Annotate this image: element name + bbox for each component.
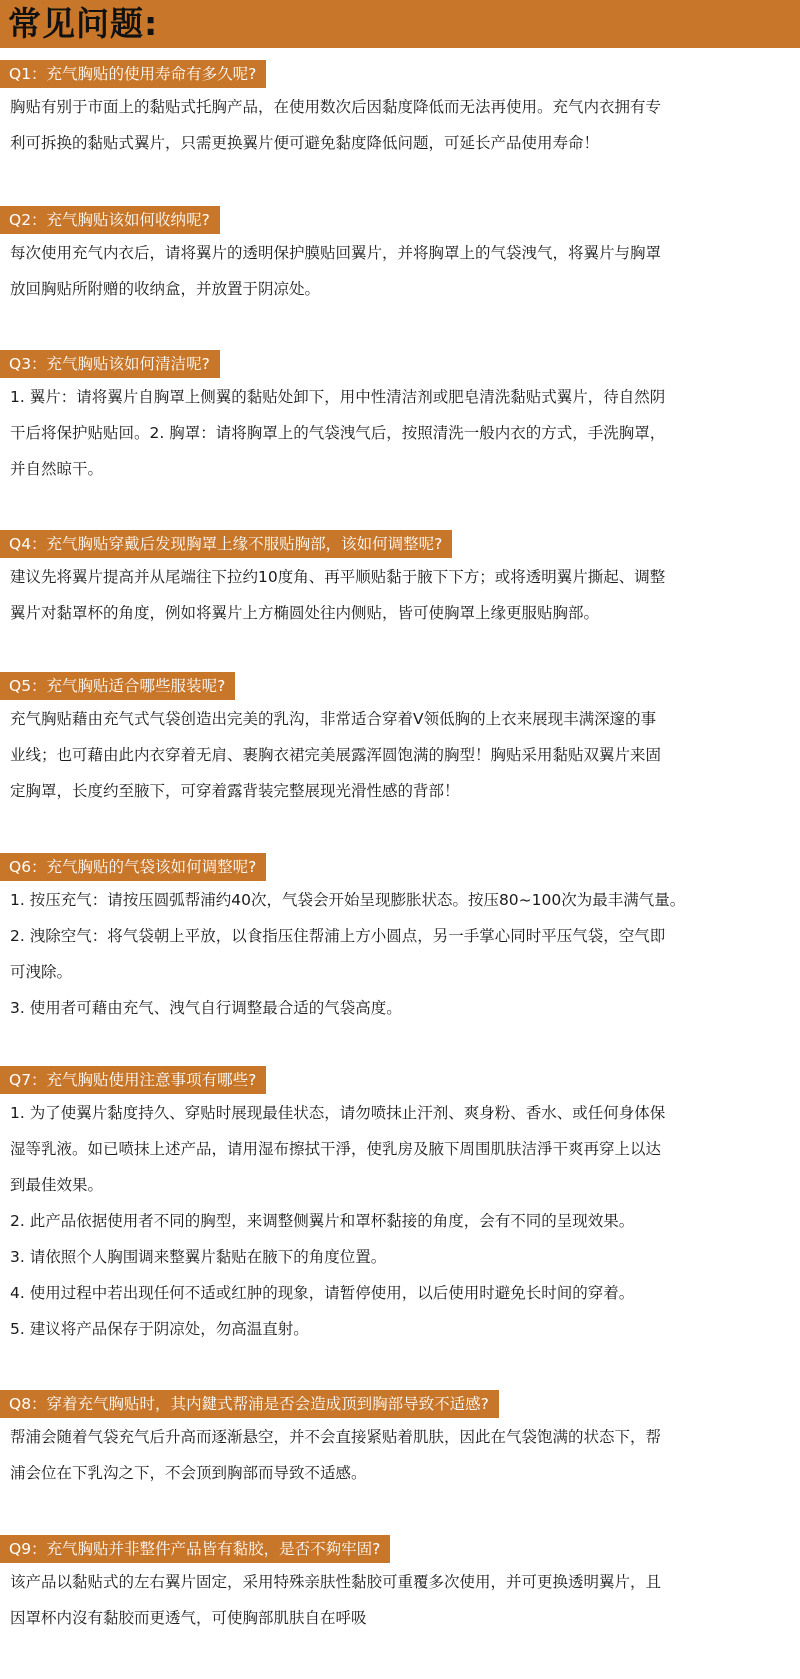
faq-answer-line: 翼片对黏罩杯的角度，例如将翼片上方椭圆处往内侧贴，皆可使胸罩上缘更服贴胸部。 <box>10 604 600 622</box>
faq-answer-line: 干后将保护贴贴回。2. 胸罩：请将胸罩上的气袋洩气后，按照清洗一般内衣的方式，手洗胸罩， <box>10 424 666 442</box>
faq-answer-line: 胸贴有别于市面上的黏贴式托胸产品，在使用数次后因黏度降低而无法再使用。充气内衣拥有专 <box>10 98 662 116</box>
faq-item <box>0 1066 800 1347</box>
faq-item <box>0 530 800 631</box>
faq-answer-line: 帮浦会随着气袋充气后升高而逐渐悬空，并不会直接紧贴着肌肤，因此在气袋饱满的状态下，帮 <box>10 1428 662 1446</box>
faq-question: Q9：充气胸贴并非整件产品皆有黏胶，是否不夠牢固? <box>0 1535 390 1563</box>
faq-answer-line: 3. 请依照个人胸围调来整翼片黏贴在腋下的角度位置。 <box>10 1248 387 1266</box>
faq-answer-line: 2. 洩除空气：将气袋朝上平放，以食指压住帮浦上方小圆点，另一手掌心同时平压气袋，空气即 <box>10 927 666 945</box>
faq-answer-line: 充气胸贴藉由充气式气袋创造出完美的乳沟，非常适合穿着V领低胸的上衣来展现丰满深邃的事 <box>10 710 657 728</box>
faq-item <box>0 672 800 809</box>
faq-answer-line: 该产品以黏贴式的左右翼片固定，采用特殊亲肤性黏胶可重覆多次使用，并可更换透明翼片，且 <box>10 1573 662 1591</box>
faq-item <box>0 350 800 487</box>
faq-answer-line: 5. 建议将产品保存于阴凉处，勿高温直射。 <box>10 1320 309 1338</box>
faq-answer-line: 3. 使用者可藉由充气、洩气自行调整最合适的气袋高度。 <box>10 999 402 1017</box>
faq-answer-line: 1. 翼片：请将翼片自胸罩上侧翼的黏贴处卸下，用中性清洁剂或肥皂清洗黏贴式翼片，待自然阴 <box>10 388 666 406</box>
faq-answer <box>0 1419 800 1491</box>
faq-answer-line: 1. 按压充气：请按压圆弧帮浦约40次，气袋会开始呈现膨胀状态。按压80~100次为最丰满气量。 <box>10 891 686 909</box>
faq-question: Q5：充气胸贴适合哪些服装呢? <box>0 672 235 700</box>
faq-answer <box>0 1564 800 1636</box>
faq-question: Q8：穿着充气胸贴时，其内鍵式帮浦是否会造成顶到胸部导致不适感? <box>0 1390 499 1418</box>
faq-question: Q6：充气胸贴的气袋该如何调整呢? <box>0 853 266 881</box>
faq-item <box>0 206 800 307</box>
faq-answer-line: 利可拆换的黏贴式翼片，只需更换翼片便可避免黏度降低问题，可延长产品使用寿命！ <box>10 134 600 152</box>
faq-answer <box>0 882 800 1026</box>
faq-question: Q7：充气胸贴使用注意事项有哪些? <box>0 1066 266 1094</box>
faq-answer-line: 放回胸贴所附赠的收纳盒，并放置于阴凉处。 <box>10 280 321 298</box>
faq-answer-line: 到最佳效果。 <box>10 1176 104 1194</box>
faq-answer <box>0 1095 800 1347</box>
faq-answer-line: 业线；也可藉由此内衣穿着无肩、裹胸衣裙完美展露浑圆饱满的胸型！胸贴采用黏贴双翼片来固 <box>10 746 662 764</box>
faq-answer <box>0 379 800 487</box>
page-header <box>0 0 800 48</box>
faq-answer-line: 建议先将翼片提高并从尾端往下拉约10度角、再平顺贴黏于腋下下方；或将透明翼片撕起、调整 <box>10 568 666 586</box>
faq-answer-line: 4. 使用过程中若出现任何不适或红肿的现象，请暂停使用，以后使用时避免长时间的穿着。 <box>10 1284 635 1302</box>
faq-answer-line: 因罩杯内沒有黏胶而更透气，可使胸部肌肤自在呼吸 <box>10 1609 367 1627</box>
faq-answer-line: 湿等乳液。如已喷抹上述产品，请用湿布擦拭干淨，使乳房及腋下周围肌肤洁淨干爽再穿上以达 <box>10 1140 662 1158</box>
faq-answer <box>0 235 800 307</box>
faq-item <box>0 1535 800 1636</box>
faq-item <box>0 60 800 161</box>
faq-question: Q3：充气胸贴该如何清洁呢? <box>0 350 220 378</box>
faq-answer-line: 定胸罩，长度约至腋下，可穿着露背装完整展现光滑性感的背部！ <box>10 782 460 800</box>
faq-answer-line: 每次使用充气内衣后，请将翼片的透明保护膜贴回翼片，并将胸罩上的气袋洩气，将翼片与胸罩 <box>10 244 662 262</box>
faq-answer <box>0 559 800 631</box>
page-title: 常见问题: <box>8 4 159 43</box>
faq-question: Q4：充气胸贴穿戴后发现胸罩上缘不服贴胸部，该如何调整呢? <box>0 530 452 558</box>
faq-question: Q1：充气胸贴的使用寿命有多久呢? <box>0 60 266 88</box>
faq-item <box>0 1390 800 1491</box>
faq-answer-line: 可洩除。 <box>10 963 73 981</box>
faq-answer-line: 1. 为了使翼片黏度持久、穿贴时展现最佳状态，请勿喷抹止汗剂、爽身粉、香水、或任何身体保 <box>10 1104 666 1122</box>
faq-answer <box>0 89 800 161</box>
faq-answer <box>0 701 800 809</box>
faq-answer-line: 2. 此产品依据使用者不同的胸型，来调整侧翼片和罩杯黏接的角度，会有不同的呈现效果。 <box>10 1212 635 1230</box>
faq-question: Q2：充气胸贴该如何收纳呢? <box>0 206 220 234</box>
faq-answer-line: 浦会位在下乳沟之下，不会顶到胸部而导致不适感。 <box>10 1464 367 1482</box>
faq-item <box>0 853 800 1026</box>
faq-answer-line: 并自然晾干。 <box>10 460 104 478</box>
